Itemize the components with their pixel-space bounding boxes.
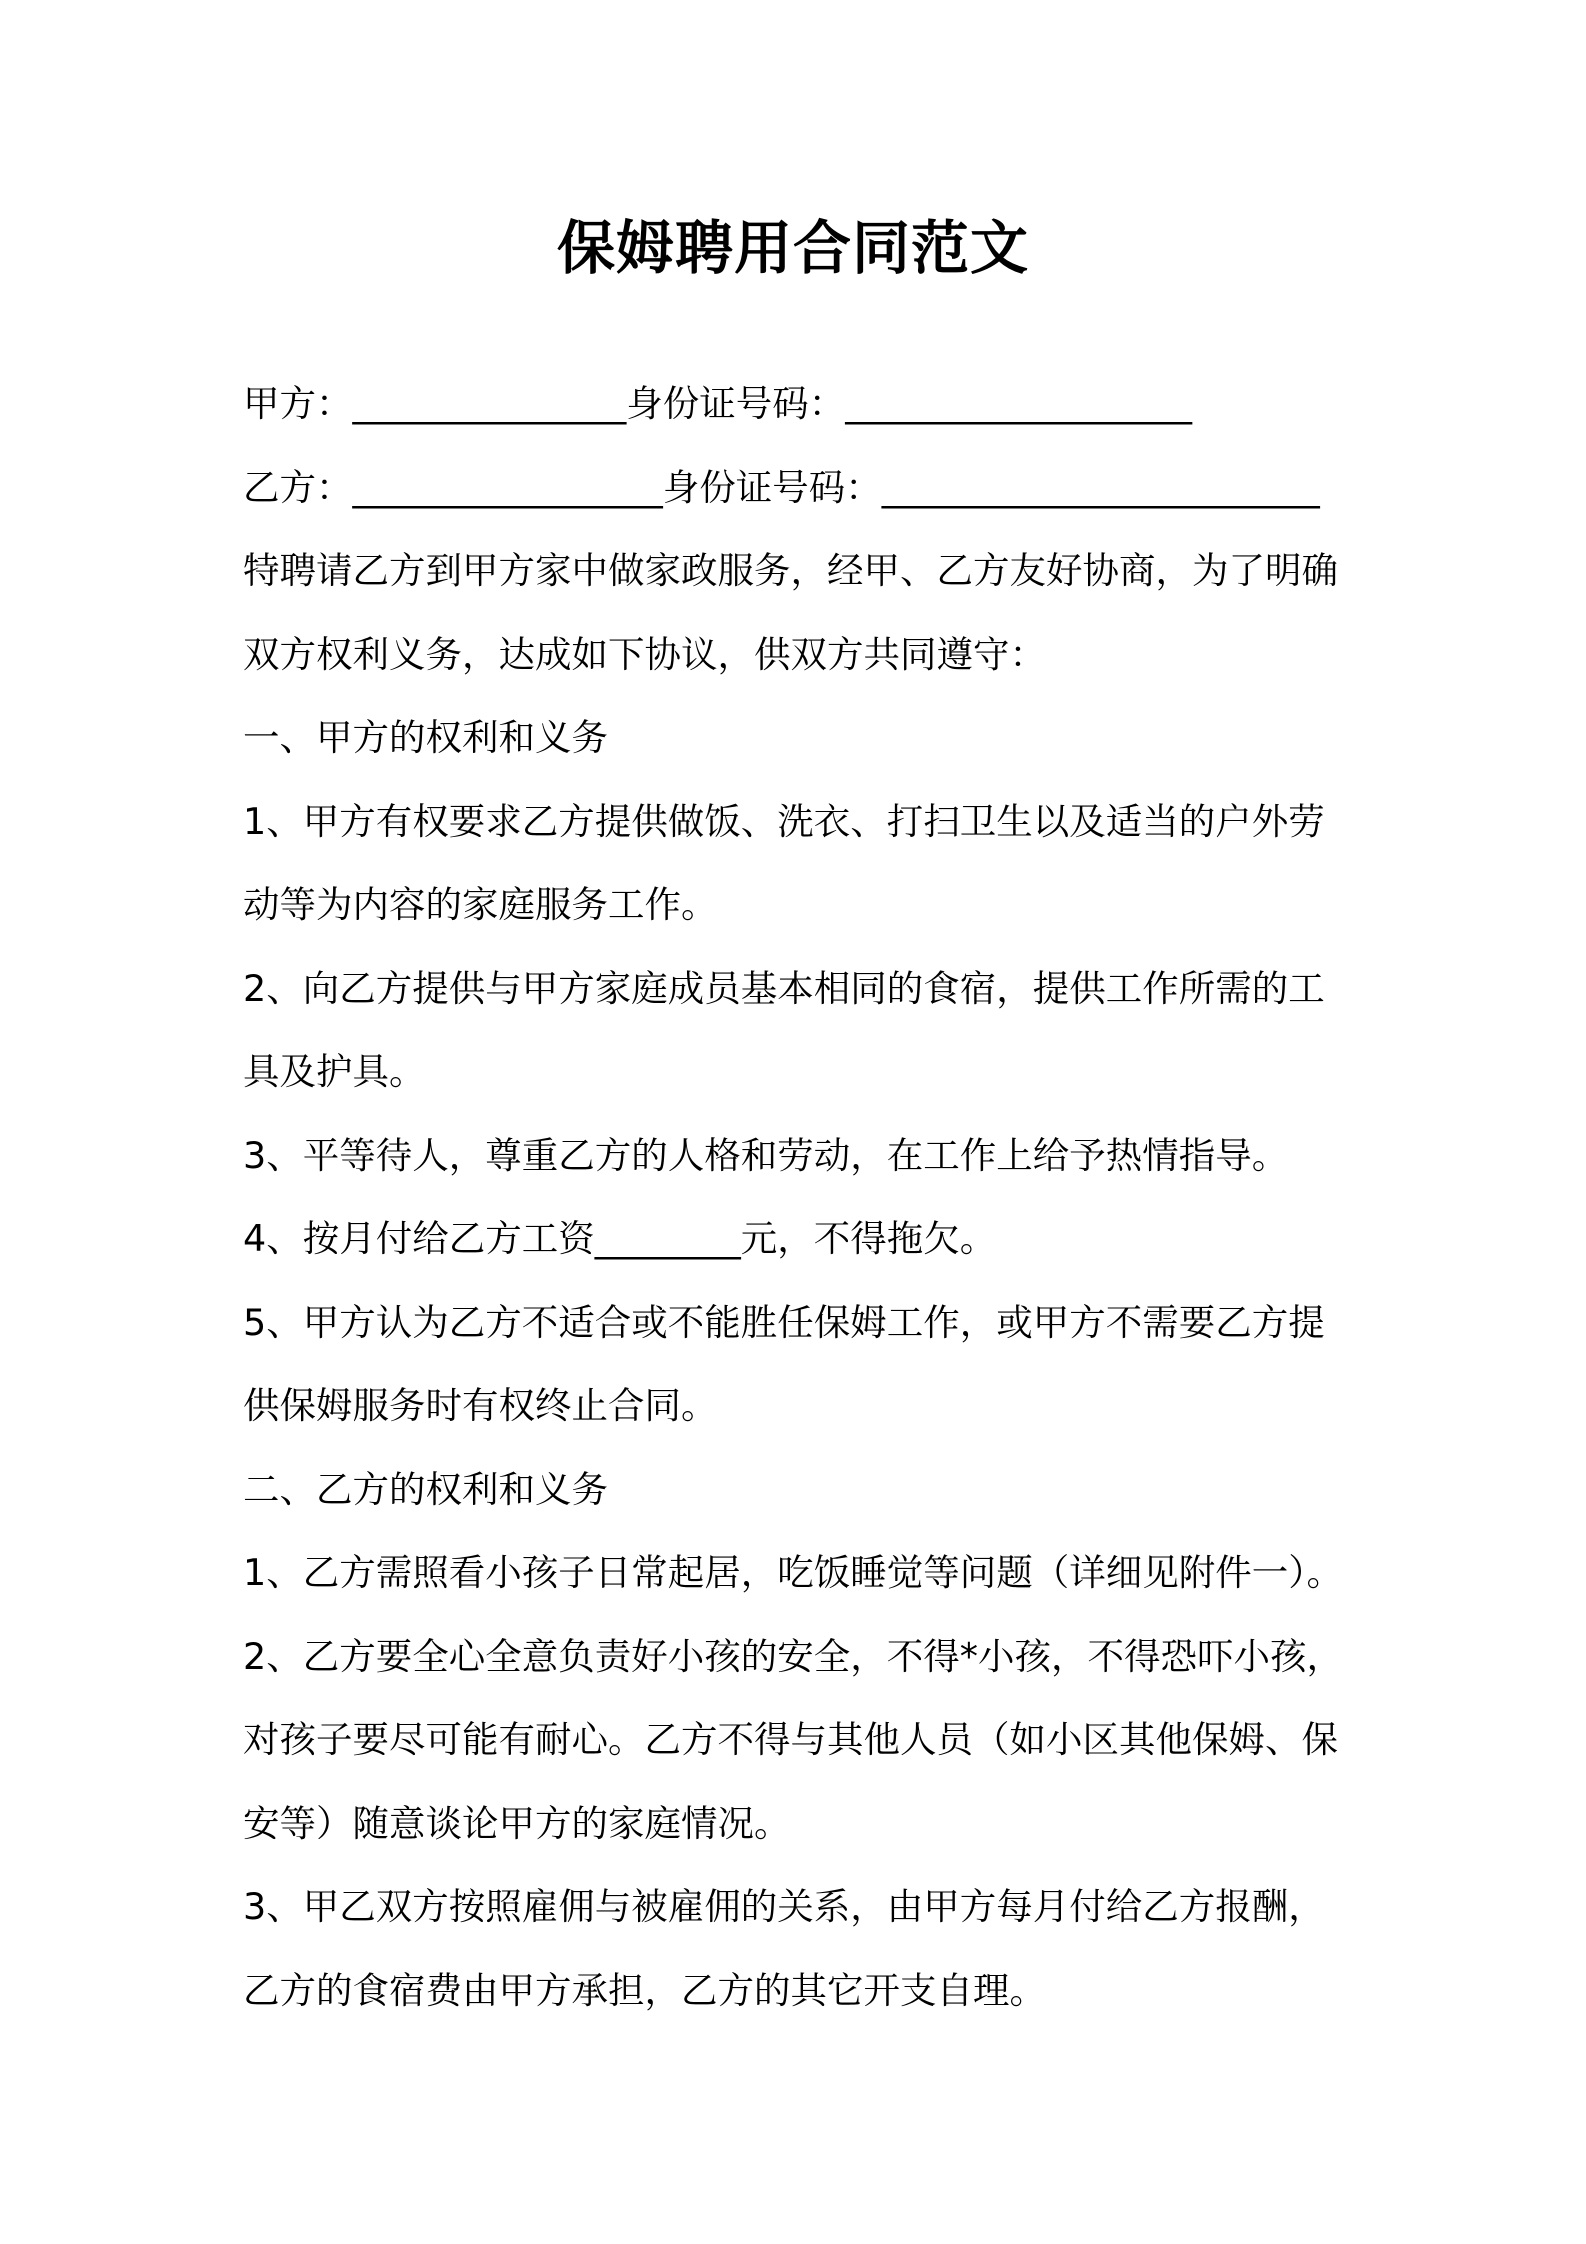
paragraph-line: 3、甲乙双方按照雇佣与被雇佣的关系，由甲方每月付给乙方报酬， (243, 1885, 1325, 1928)
paragraph-line: 供保姆服务时有权终止合同。 (243, 1384, 718, 1427)
paragraph-line: 对孩子要尽可能有耐心。乙方不得与其他人员（如小区其他保姆、保 (243, 1718, 1338, 1761)
paragraph-line: 1、甲方有权要求乙方提供做饭、洗衣、打扫卫生以及适当的户外劳 (243, 799, 1325, 843)
document-body (243, 362, 1353, 2032)
paragraph-line: 2、乙方要全心全意负责好小孩的安全，不得*小孩，不得恐吓小孩， (243, 1634, 1343, 1678)
party-b-line: 乙方：_________________身份证号码：________________________ (243, 465, 1320, 509)
paragraph-line: 1、乙方需照看小孩子日常起居，吃饭睡觉等问题（详细见附件一）。 (243, 1551, 1343, 1594)
paragraph-line: 双方权利义务，达成如下协议，供双方共同遵守： (243, 632, 1046, 676)
paragraph-line: 3、平等待人，尊重乙方的人格和劳动，在工作上给予热情指导。 (243, 1133, 1289, 1177)
paragraph-line: 动等为内容的家庭服务工作。 (243, 883, 718, 926)
paragraph-line: 4、按月付给乙方工资________元，不得拖欠。 (243, 1217, 997, 1260)
paragraph-line: 乙方的食宿费由甲方承担，乙方的其它开支自理。 (243, 1968, 1046, 2012)
paragraph-line: 2、向乙方提供与甲方家庭成员基本相同的食宿，提供工作所需的工 (243, 966, 1325, 1010)
paragraph-line: 安等）随意谈论甲方的家庭情况。 (243, 1801, 791, 1845)
paragraph-line: 5、甲方认为乙方不适合或不能胜任保姆工作，或甲方不需要乙方提 (243, 1300, 1325, 1344)
document-title: 保姆聘用合同范文 (556, 214, 1029, 282)
party-a-line: 甲方：_______________身份证号码：___________________ (243, 382, 1192, 425)
section-heading: 二、乙方的权利和义务 (243, 1467, 608, 1511)
section-heading: 一、甲方的权利和义务 (243, 716, 608, 759)
paragraph-line: 特聘请乙方到甲方家中做家政服务，经甲、乙方友好协商，为了明确 (243, 549, 1338, 592)
paragraph-line: 具及护具。 (243, 1050, 426, 1093)
